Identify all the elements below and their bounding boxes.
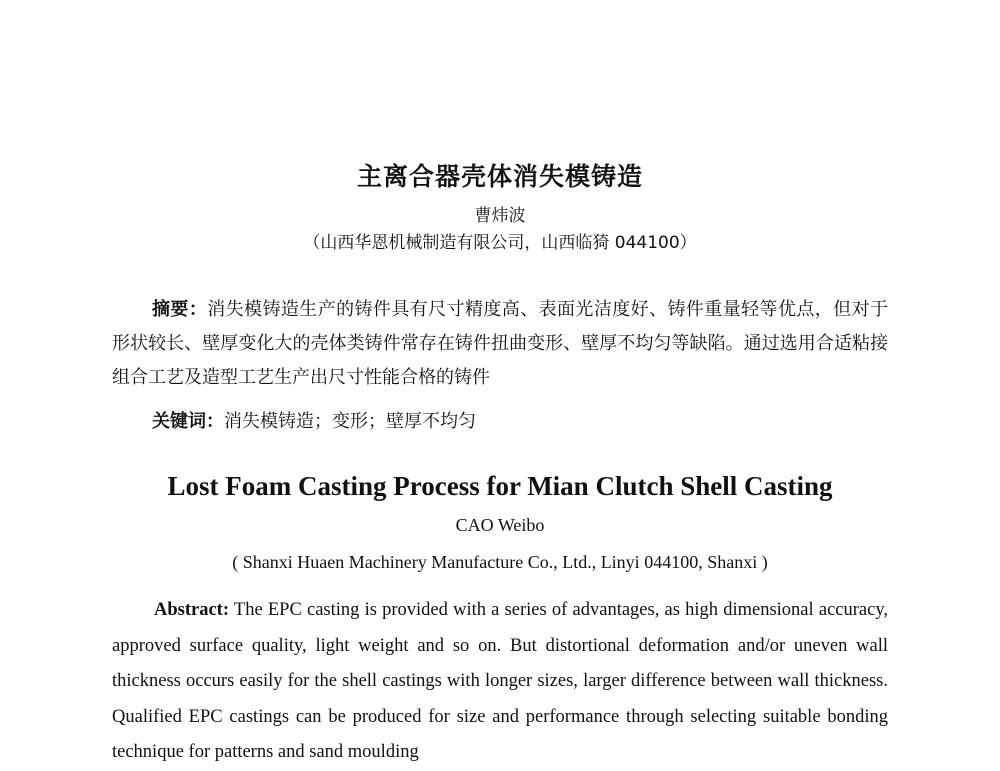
english-author: CAO Weibo: [455, 515, 545, 535]
chinese-author: 曹炜波: [474, 206, 526, 226]
english-abstract-text: The EPC casting is provided with a series of advantages, as high dimensional accuracy, approved surface quality, light weight and so on. But distortional deformation and/or uneven wall thickness occurs easily for the shell castings with longer sizes, larger difference between wall thickness. Qualified EPC castings can be produced for size and performance through selecting suitable bonding technique for patterns and sand moulding: [112, 600, 888, 762]
english-abstract-label: Abstract:: [154, 600, 230, 620]
chinese-keywords: [152, 407, 888, 437]
chinese-abstract-label: 摘要：: [152, 299, 208, 320]
english-affiliation: ( Shanxi Huaen Machinery Manufacture Co., Ltd., Linyi 044100, Shanxi ): [232, 552, 768, 572]
chinese-abstract-text: 消失模铸造生产的铸件具有尺寸精度高、表面光洁度好、铸件重量轻等优点，但对于形状较长、壁厚变化大的壳体类铸件常存在铸件扭曲变形、壁厚不均匀等缺陷。通过选用合适粘接组合工艺及造型工艺生产出尺寸性能合格的铸件: [112, 299, 888, 388]
chinese-affiliation: （山西华恩机械制造有限公司，山西临猗 044100）: [303, 233, 697, 253]
english-abstract: [112, 593, 888, 771]
chinese-abstract: [112, 293, 888, 395]
chinese-keywords-label: 关键词：: [152, 411, 224, 432]
english-title: Lost Foam Casting Process for Mian Clutch Shell Casting: [167, 471, 833, 501]
chinese-keywords-text: 消失模铸造；变形；壁厚不均匀: [224, 411, 476, 432]
chinese-title: 主离合器壳体消失模铸造: [356, 162, 643, 191]
